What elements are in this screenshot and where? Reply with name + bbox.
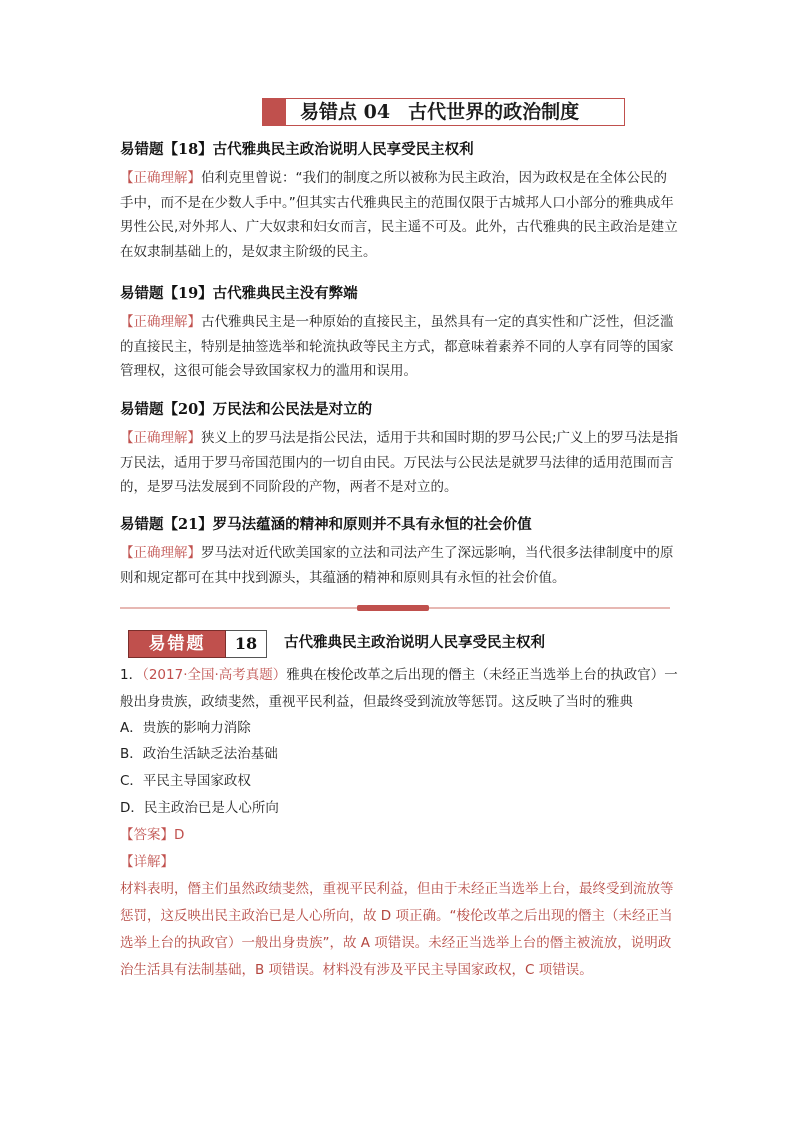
option-a: A．贵族的影响力消除 xyxy=(120,720,251,736)
section-number-box xyxy=(226,630,267,658)
detail-heading xyxy=(120,852,174,872)
error-item-title: 易错题【21】罗马法蕴涵的精神和原则并不具有永恒的社会价值 xyxy=(120,516,532,533)
correct-understanding-tag: 【正确理解】 xyxy=(120,170,201,186)
divider-accent xyxy=(357,605,429,611)
section-number: 18 xyxy=(234,634,258,653)
correct-understanding-tag: 【正确理解】 xyxy=(120,545,201,561)
error-item-explanation xyxy=(120,541,680,590)
section-badge-label: 易错题 xyxy=(148,634,206,654)
error-item-explanation xyxy=(120,426,680,500)
explanation-text: 狭义上的罗马法是指公民法，适用于共和国时期的罗马公民;广义上的罗马法是指万民法，适用于罗马帝国范围内的一切自由民。万民法与公民法是就罗马法律的适用范围而言的，是罗马法发展到不同阶段的产物，两者不是对立的。 xyxy=(120,430,679,495)
error-item-title: 易错题【20】万民法和公民法是对立的 xyxy=(120,401,373,418)
banner-heading: 古代世界的政治制度 xyxy=(408,101,580,123)
banner-title xyxy=(300,98,579,126)
answer-line xyxy=(120,825,184,845)
correct-understanding-tag: 【正确理解】 xyxy=(120,430,201,446)
question-text: 雅典在梭伦改革之后出现的僭主（未经正当选举上台的执政官）一般出身贵族，政绩斐然，重视平民利益，但最终受到流放等惩罚。这反映了当时的雅典 xyxy=(120,667,678,710)
explanation-text: 罗马法对近代欧美国家的立法和司法产生了深远影响，当代很多法律制度中的原则和规定都可在其中找到源头，其蕴涵的精神和原则具有永恒的社会价值。 xyxy=(120,545,674,586)
answer-value: D xyxy=(174,827,185,843)
question-source: （2017·全国·高考真题） xyxy=(142,667,287,683)
explanation-text: 伯利克里曾说：“我们的制度之所以被称为民主政治，因为政权是在全体公民的手中，而不是在少数人手中。”但其实古代雅典民主的范围仅限于古城邦人口小部分的雅典成年男性公民,对外邦人、广大奴隶和妇女而言，民主遥不可及。此外，古代雅典的民主政治是建立在奴隶制基础上的，是奴隶主阶级的民主。 xyxy=(120,170,678,260)
question-number: 1． xyxy=(120,667,143,683)
section-title: 古代雅典民主政治说明人民享受民主权利 xyxy=(284,634,545,651)
option-c: C．平民主导国家政权 xyxy=(120,773,251,789)
error-item-explanation xyxy=(120,166,680,264)
error-item-title: 易错题【18】古代雅典民主政治说明人民享受民主权利 xyxy=(120,141,474,158)
answer-label: 【答案】 xyxy=(120,827,174,843)
chapter-banner xyxy=(262,98,622,126)
option-b: B．政治生活缺乏法治基础 xyxy=(120,746,278,762)
question-stem xyxy=(120,662,680,716)
detail-explanation: 材料表明，僭主们虽然政绩斐然，重视平民利益，但由于未经正当选举上台，最终受到流放等惩罚，这反映出民主政治已是人心所向，故 D 项正确。“梭伦改革之后出现的僭主（未经正当选举上台的执政官）一般出身贵族”，故 A 项错误。未经正当选举上台的僭主被流放，说明政治生活具有法制基础，B 项错误。材料没有涉及平民主导国家政权，C 项错误。 xyxy=(120,881,674,978)
section-banner xyxy=(128,630,268,658)
banner-label: 易错点 04 xyxy=(300,101,391,123)
error-item-explanation xyxy=(120,310,680,384)
explanation-text: 古代雅典民主是一种原始的直接民主，虽然具有一定的真实性和广泛性，但泛滥的直接民主，特别是抽签选举和轮流执政等民主方式，都意味着素养不同的人享有同等的国家管理权，这很可能会导致国家权力的滥用和误用。 xyxy=(120,314,674,379)
correct-understanding-tag: 【正确理解】 xyxy=(120,314,201,330)
error-item-title: 易错题【19】古代雅典民主没有弊端 xyxy=(120,285,358,302)
option-d: D．民主政治已是人心所向 xyxy=(120,800,279,816)
detail-label: 【详解】 xyxy=(120,854,174,870)
banner-accent-bar xyxy=(262,98,286,126)
section-badge xyxy=(128,630,226,658)
